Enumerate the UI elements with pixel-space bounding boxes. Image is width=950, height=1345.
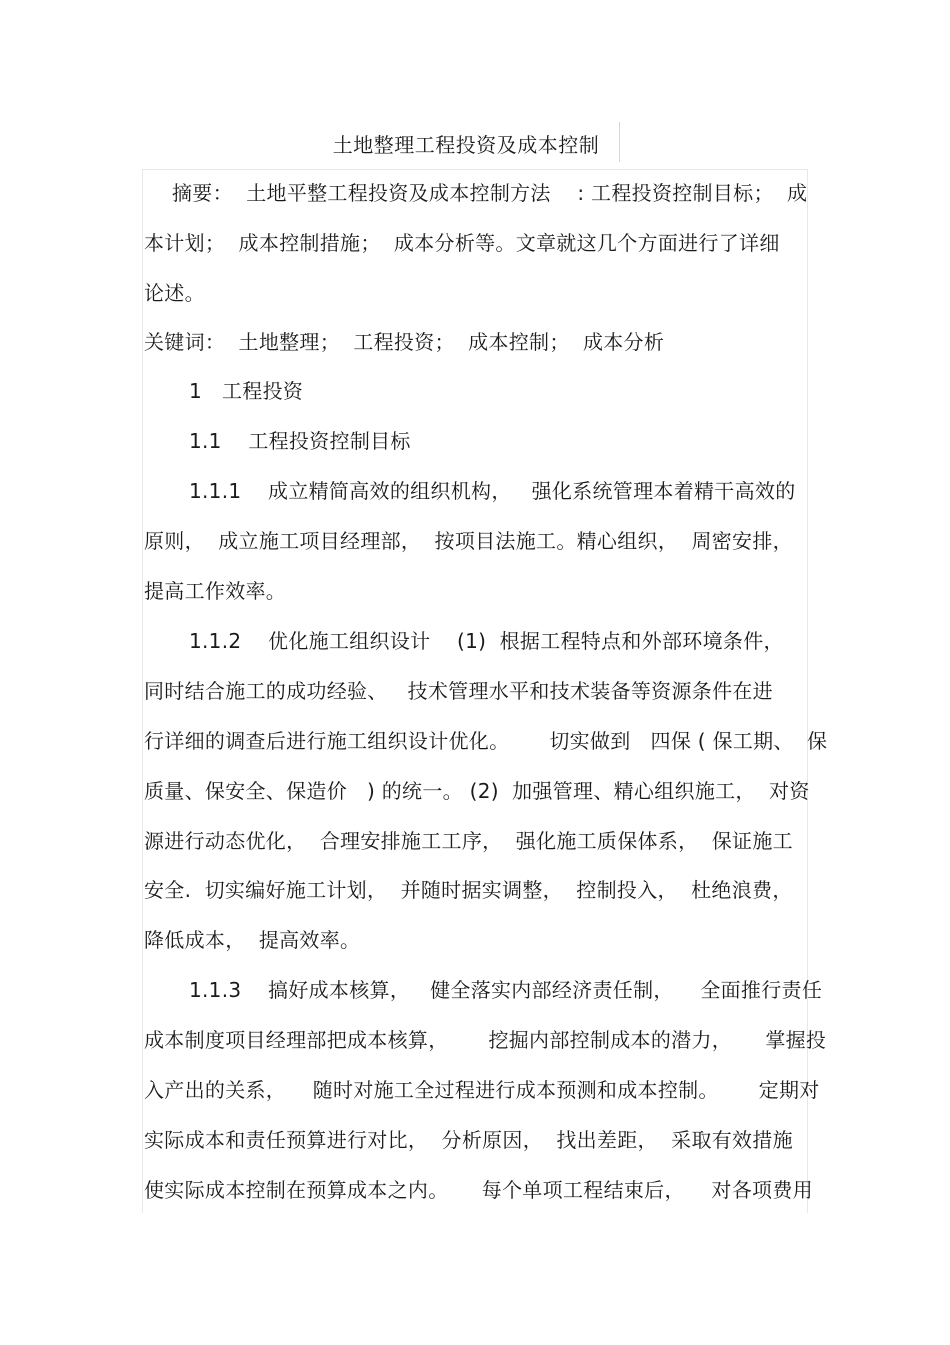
- paragraph-1-1-2-line-7: 降低成本， 提高效率。: [144, 928, 361, 952]
- paragraph-1-1-3-line-3: 入产出的关系， 随时对施工全过程进行成本预测和成本控制。 定期对: [144, 1078, 820, 1102]
- section-heading-1: 1 工程投资: [189, 379, 304, 403]
- paragraph-1-1-2-line-5: 源进行动态优化， 合理安排施工工序， 强化施工质保体系， 保证施工: [144, 829, 793, 853]
- paragraph-1-1-3-line-4: 实际成本和责任预算进行对比， 分析原因， 找出差距， 采取有效措施: [144, 1128, 793, 1152]
- paragraph-1-1-2-line-6: 安全. 切实编好施工计划， 并随时据实调整， 控制投入， 杜绝浪费，: [144, 878, 793, 902]
- keywords-line: 关键词： 土地整理； 工程投资； 成本控制； 成本分析: [144, 330, 665, 354]
- paragraph-1-1-1-line-1: 1.1.1 成立精简高效的组织机构， 强化系统管理本着精干高效的: [189, 479, 796, 503]
- paragraph-1-1-2-line-1: 1.1.2 优化施工组织设计 (1) 根据工程特点和外部环境条件，: [189, 629, 784, 653]
- paragraph-1-1-3-line-5: 使实际成本控制在预算成本之内。 每个单项工程结束后， 对各项费用: [144, 1178, 813, 1202]
- section-heading-1-1: 1.1 工程投资控制目标: [189, 429, 411, 453]
- text-frame-top: [142, 169, 808, 170]
- paragraph-1-1-2-line-2: 同时结合施工的成功经验、 技术管理水平和技术装备等资源条件在进: [144, 679, 773, 703]
- paragraph-1-1-1-line-2: 原则， 成立施工项目经理部， 按项目法施工。精心组织， 周密安排，: [144, 529, 793, 553]
- abstract-line-1: 摘要： 土地平整工程投资及成本控制方法 : 工程投资控制目标； 成: [172, 181, 808, 205]
- text-frame-left: [142, 169, 143, 1213]
- abstract-line-3: 论述。: [144, 281, 205, 305]
- paragraph-1-1-2-line-3: 行详细的调查后进行施工组织设计优化。 切实做到 四保 ( 保工期、 保: [144, 729, 828, 753]
- document-title: 土地整理工程投资及成本控制: [332, 133, 600, 157]
- paragraph-1-1-3-line-1: 1.1.3 搞好成本核算， 健全落实内部经济责任制， 全面推行责任: [189, 978, 823, 1002]
- paragraph-1-1-1-line-3: 提高工作效率。: [144, 579, 287, 603]
- paragraph-1-1-2-line-4: 质量、保安全、保造价 ) 的统一。 (2) 加强管理、精心组织施工， 对资: [144, 779, 810, 803]
- text-frame-right: [807, 169, 808, 1213]
- abstract-line-2: 本计划； 成本控制措施； 成本分析等。文章就这几个方面进行了详细: [144, 231, 780, 255]
- paragraph-1-1-3-line-2: 成本制度项目经理部把成本核算， 挖掘内部控制成本的潜力， 掌握投: [144, 1028, 827, 1052]
